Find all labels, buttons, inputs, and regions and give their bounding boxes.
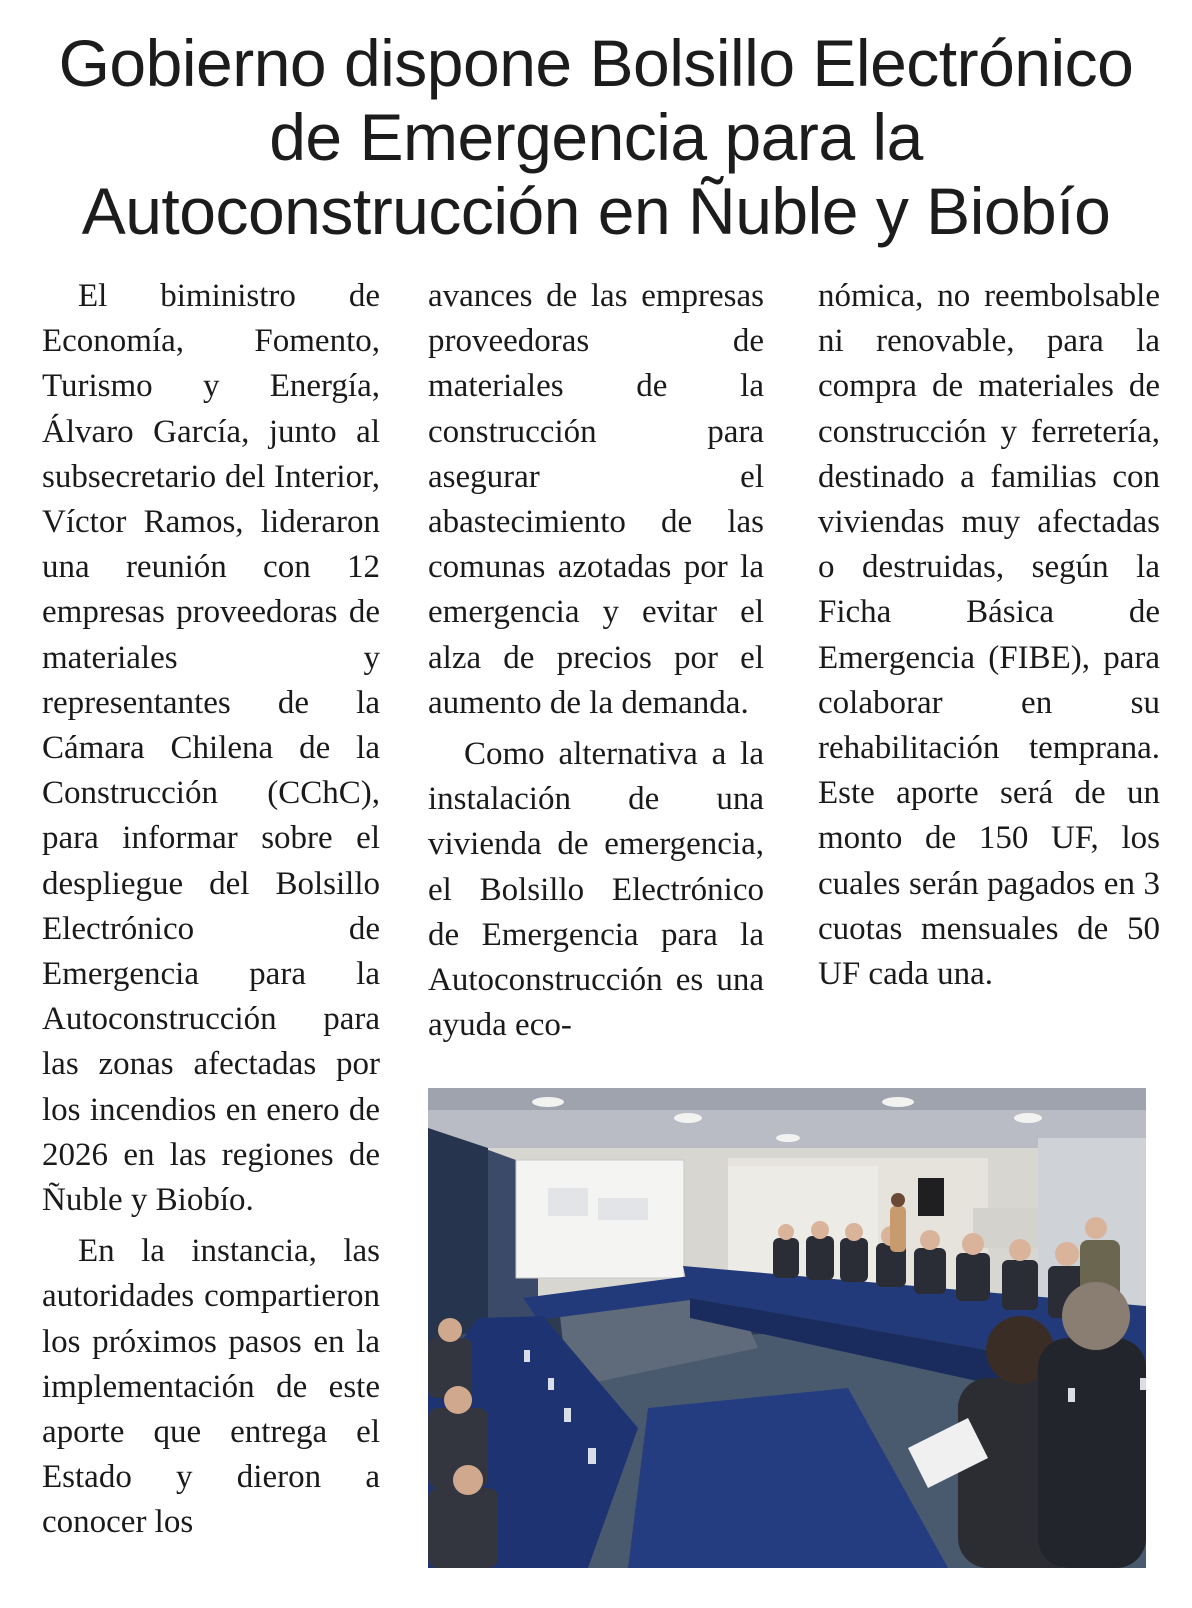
meeting-photo (428, 1088, 1146, 1568)
article-column-3 (818, 274, 1160, 997)
article-column-1 (42, 274, 380, 1546)
headline-line-2: de Emergencia para la (269, 100, 923, 174)
headline-line-1: Gobierno dispone Bolsillo Electrónico (58, 26, 1134, 100)
column-3-paragraph-1: nómica, no reembolsable ni renovable, para la compra de materiales de construcción y ferretería, destinado a familias con viviendas muy afectadas o destruidas, según la Ficha Básica de Emergencia (FIBE), para colaborar en su rehabilitación temprana. Este aporte será de un monto de 150 UF, los cuales serán pagados en 3 cuotas mensuales de 50 UF cada una. (818, 278, 1160, 993)
article-column-2 (428, 274, 764, 1048)
column-2-paragraph-2: Como alternativa a la instalación de una vivienda de emergencia, el Bolsillo Electrónico de Emergencia para la Autoconstrucción es una ayuda eco- (428, 736, 764, 1044)
column-1-paragraph-1: El biministro de Economía, Fomento, Turismo y Energía, Álvaro García, junto al subsecretario del Interior, Víctor Ramos, lideraron una reunión con 12 empresas proveedoras de materiales y representantes de la Cámara Chilena de la Construcción (CChC), para informar sobre el despliegue del Bolsillo Electrónico de Emergencia para la Autoconstrucción para las zonas afectadas por los incendios en enero de 2026 en las regiones de Ñuble y Biobío. (42, 278, 380, 1219)
article-headline (20, 26, 1172, 248)
headline-line-3: Autoconstrucción en Ñuble y Biobío (81, 174, 1111, 248)
column-1-paragraph-2: En la instancia, las autoridades compartieron los próximos pasos en la implementación de este aporte que entrega el Estado y dieron a conocer los (42, 1233, 380, 1541)
column-2-paragraph-1: avances de las empresas proveedoras de materiales de la construcción para asegurar el abastecimiento de las comunas azotadas por la emergencia y evitar el alza de precios por el aumento de la demanda. (428, 278, 764, 721)
